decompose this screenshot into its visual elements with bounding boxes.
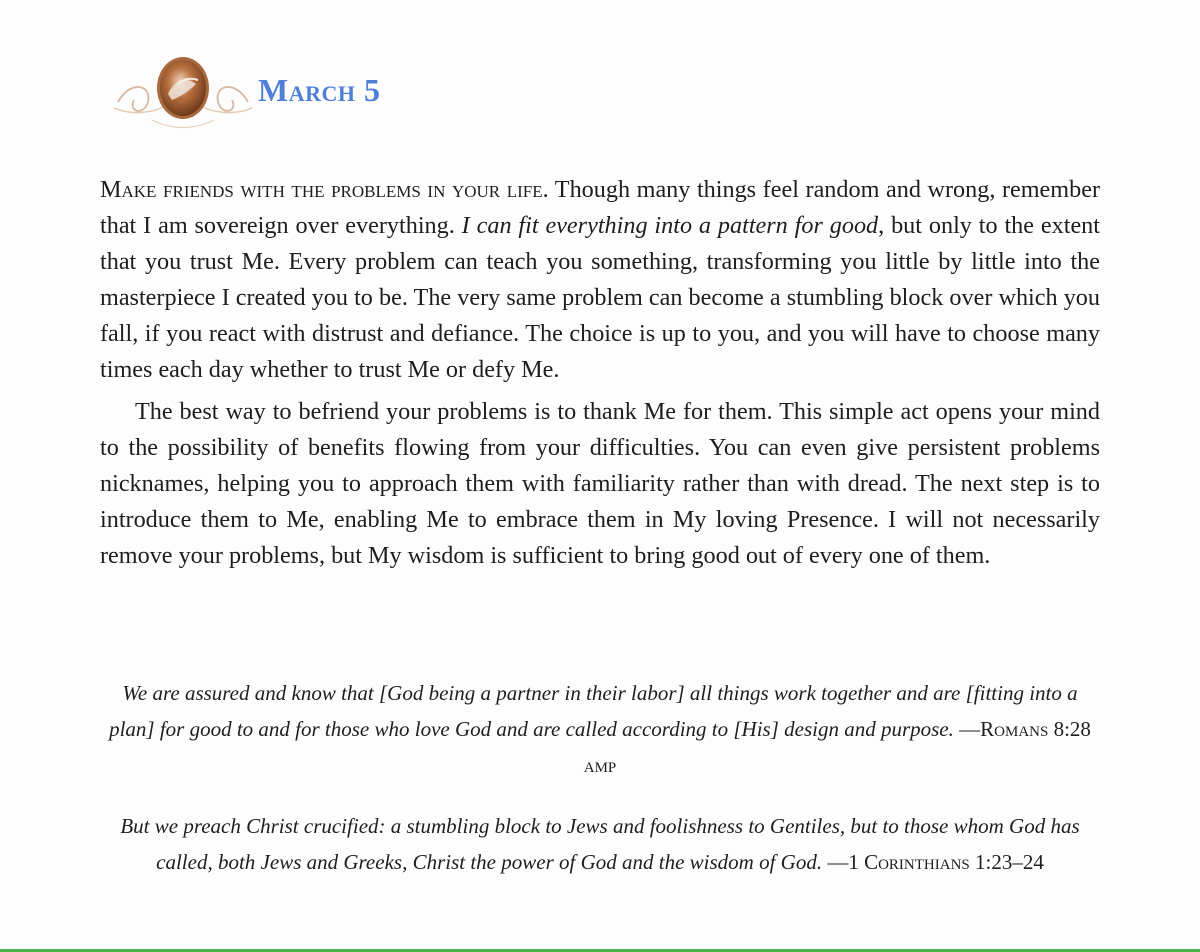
verse-text: We are assured and know that [God being a partner in their labor] all things work together and are [fitting into a plan] for good to and for those who love God and are called according to [His] design and purpose.	[109, 681, 1078, 741]
paragraph-lead: Make friends with the problems in your life.	[100, 176, 549, 203]
verse-dash: —	[953, 717, 981, 741]
verse-corinthians	[100, 808, 1100, 880]
paragraph-1-text-a: Though many things feel random and wrong, remember that I am sovereign over everything.	[100, 176, 1100, 239]
page-title: March 5	[258, 72, 381, 108]
verse-version: amp	[583, 753, 617, 777]
verse-romans	[100, 675, 1100, 783]
verse-reference: 1 Corinthians 1:23–24	[848, 850, 1044, 874]
scripture-verses	[100, 675, 1100, 880]
page-header	[112, 50, 380, 130]
paragraph-2: The best way to befriend your problems is to thank Me for them. This simple act opens your mind to the possibility of benefits flowing from your difficulties. You can even give persistent problems nicknames, helping you to approach them with familiarity rather than with dread. The next step is to introduce them to Me, enabling Me to embrace them in My loving Presence. I will not necessarily remove your problems, but My wisdom is sufficient to bring good out of every one of them.	[100, 398, 1100, 569]
devotional-text	[100, 172, 1100, 574]
verse-text: But we preach Christ crucified: a stumbling block to Jews and foolishness to Gentiles, but to those whom God has called, both Jews and Greeks, Christ the power of God and the wisdom of God.	[120, 814, 1080, 874]
verse-dash: —	[822, 850, 849, 874]
verse-reference: Romans 8:28	[980, 717, 1091, 741]
oval-medallion-icon	[112, 50, 254, 130]
paragraph-1-italic-text: I can fit everything into a pattern for good	[461, 212, 879, 239]
paragraph-1	[100, 172, 1100, 388]
paragraph-1-text-b: , but only to the extent that you trust Me. Every problem can teach you something, transforming you little by little into the masterpiece I created you to be. The very same problem can become a stumbling block over which you fall, if you react with distrust and defiance. The choice is up to you, and you will have to choose many times each day whether to trust Me or defy Me.	[100, 212, 1100, 383]
